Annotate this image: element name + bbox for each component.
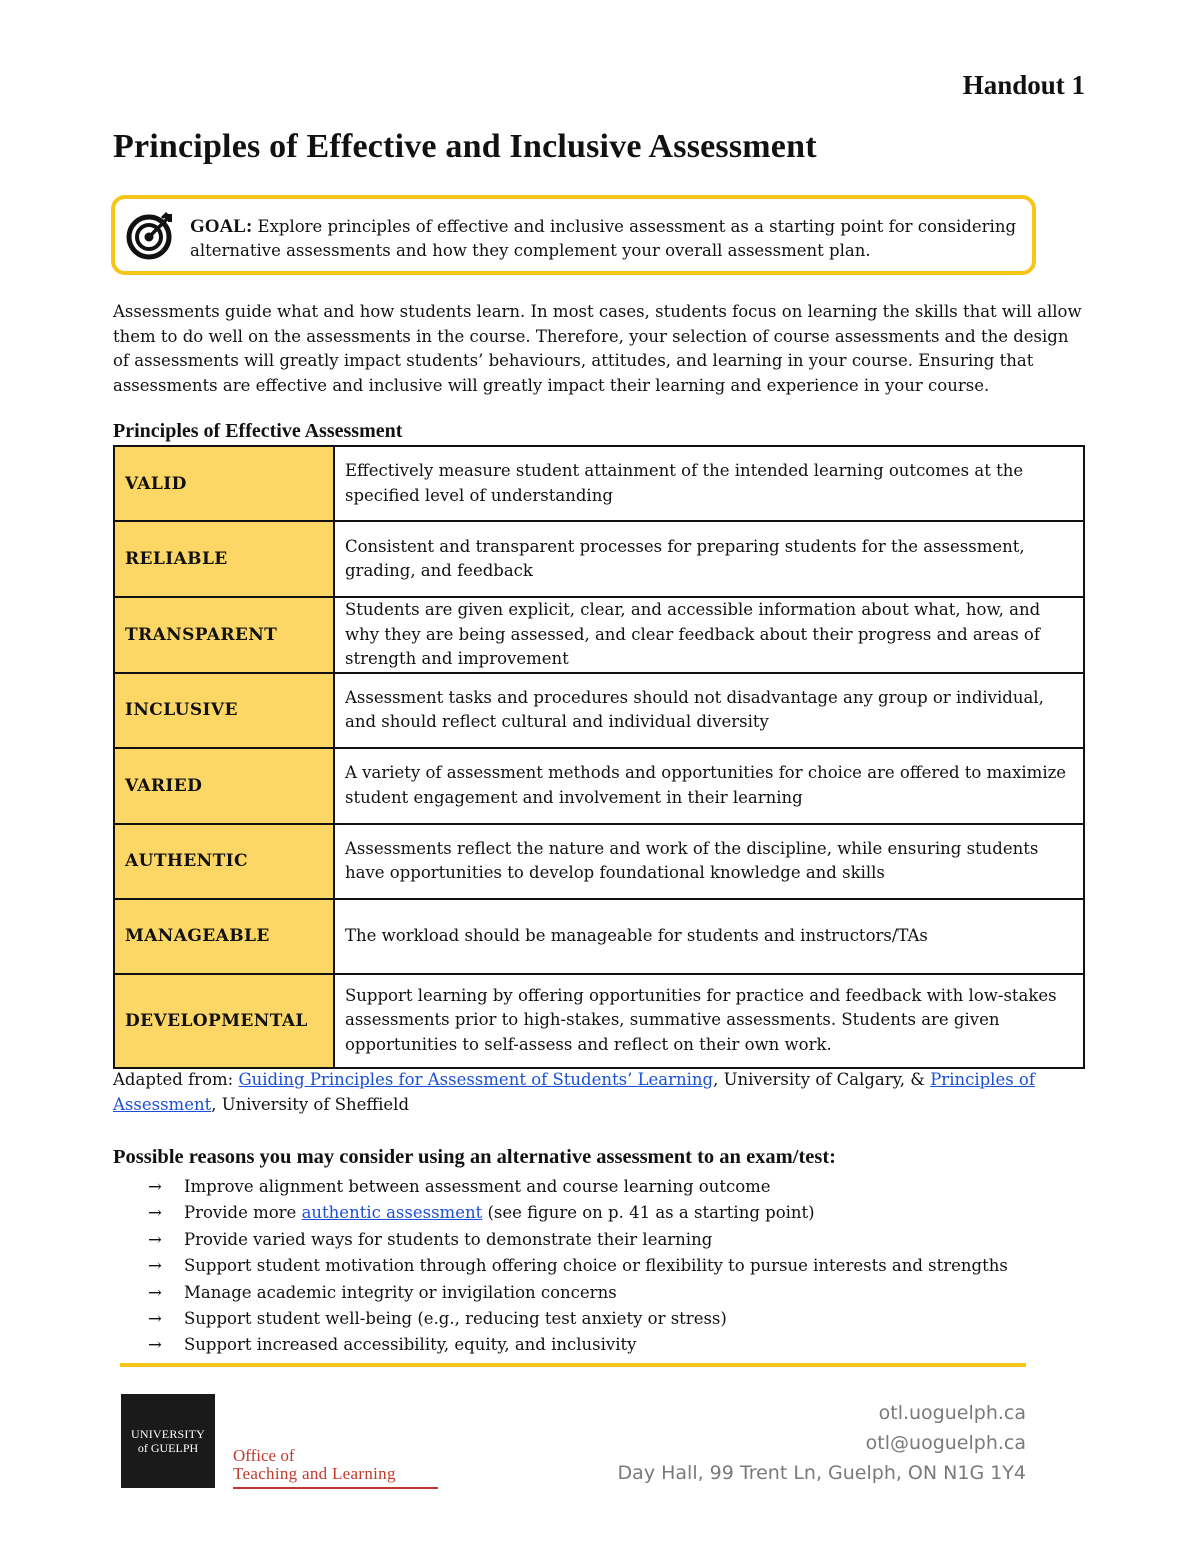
list-item <box>148 1306 1008 1332</box>
principle-description: The workload should be manageable for students and instructors/TAs <box>334 899 1084 974</box>
reasons-list <box>148 1174 1008 1359</box>
authentic-assessment-link[interactable]: authentic assessment <box>301 1203 483 1223</box>
list-item <box>148 1253 1008 1279</box>
otl-logo-underline <box>233 1487 438 1489</box>
goal-box <box>111 195 1036 275</box>
handout-label: Handout 1 <box>962 70 1085 100</box>
reason-text: Provide varied ways for students to demonstrate their learning <box>184 1229 713 1249</box>
table-row <box>114 673 1084 748</box>
attribution-suffix: , University of Sheffield <box>211 1094 410 1114</box>
office-of-teaching-and-learning-logo <box>233 1447 438 1489</box>
attribution-middle: , University of Calgary, & <box>713 1070 931 1089</box>
address: Day Hall, 99 Trent Ln, Guelph, ON N1G 1Y4 <box>617 1462 1026 1484</box>
reason-text: Support student well-being (e.g., reducing test anxiety or stress) <box>184 1309 727 1329</box>
list-item <box>148 1227 1008 1253</box>
list-item <box>148 1280 1008 1306</box>
sheffield-principles-link[interactable]: Principles of Assessment <box>113 1070 1035 1114</box>
list-item <box>148 1174 1008 1200</box>
table-row <box>114 521 1084 597</box>
principles-heading: Principles of Effective Assessment <box>113 420 403 442</box>
otl-logo-line2: Teaching and Learning <box>233 1464 396 1483</box>
page-title: Principles of Effective and Inclusive Assessment <box>113 128 817 165</box>
calgary-guiding-principles-link[interactable]: Guiding Principles for Assessment of Students’ Learning <box>238 1070 714 1089</box>
table-row <box>114 748 1084 824</box>
principle-term: VARIED <box>114 748 334 824</box>
table-row <box>114 974 1084 1068</box>
arrow-right-icon: → <box>148 1282 162 1302</box>
reason-text-before: Provide more <box>184 1203 302 1223</box>
list-item <box>148 1332 1008 1358</box>
arrow-right-icon: → <box>148 1256 162 1276</box>
table-row <box>114 899 1084 974</box>
reasons-heading: Possible reasons you may consider using an alternative assessment to an exam/test: <box>113 1146 836 1168</box>
goal-label: GOAL: <box>190 216 253 237</box>
footer-divider <box>120 1363 1026 1367</box>
table-row <box>114 824 1084 899</box>
principle-term: MANAGEABLE <box>114 899 334 974</box>
principle-term: TRANSPARENT <box>114 597 334 673</box>
reason-text: Support student motivation through offering choice or flexibility to pursue interests and strengths <box>184 1256 1008 1276</box>
principle-description: Consistent and transparent processes for preparing students for the assessment, grading, and feedback <box>334 521 1084 597</box>
email-link[interactable]: otl@uoguelph.ca <box>865 1432 1026 1454</box>
attribution <box>113 1068 1088 1117</box>
otl-logo-line1: Office of <box>233 1446 295 1465</box>
arrow-right-icon: → <box>148 1309 162 1329</box>
principle-description: Support learning by offering opportunities for practice and feedback with low-stakes assessments prior to high-stakes, summative assessments. Students are given opportunities to self-assess and reflect on their own work. <box>334 974 1084 1068</box>
principles-table <box>113 445 1085 1069</box>
principle-term: DEVELOPMENTAL <box>114 974 334 1068</box>
principle-term: VALID <box>114 446 334 521</box>
contact-info <box>618 1398 1026 1488</box>
goal-text <box>190 215 1018 263</box>
reason-text: Support increased accessibility, equity, and inclusivity <box>184 1335 637 1355</box>
list-item <box>148 1200 1008 1226</box>
target-icon <box>125 209 177 261</box>
arrow-right-icon: → <box>148 1177 162 1196</box>
university-of-guelph-logo <box>121 1394 215 1488</box>
principle-term: AUTHENTIC <box>114 824 334 899</box>
principle-description: A variety of assessment methods and opportunities for choice are offered to maximize student engagement and involvement in their learning <box>334 748 1084 824</box>
arrow-right-icon: → <box>148 1229 162 1249</box>
website-link[interactable]: otl.uoguelph.ca <box>878 1402 1026 1424</box>
arrow-right-icon: → <box>148 1203 162 1223</box>
table-row <box>114 597 1084 673</box>
logo-line-guelph: of GUELPH <box>137 1441 199 1455</box>
principle-description: Assessments reflect the nature and work of the discipline, while ensuring students have opportunities to develop foundational knowledge and skills <box>334 824 1084 899</box>
attribution-prefix: Adapted from: <box>113 1070 239 1089</box>
reason-text: Manage academic integrity or invigilation concerns <box>184 1282 617 1302</box>
principle-description: Students are given explicit, clear, and accessible information about what, how, and why they are being assessed, and clear feedback about their progress and areas of strength and improvement <box>334 597 1084 673</box>
reason-text: Improve alignment between assessment and course learning outcome <box>184 1177 771 1196</box>
intro-paragraph: Assessments guide what and how students learn. In most cases, students focus on learning the skills that will allow them to do well on the assessments in the course. Therefore, your selection of course assessments and the design of assessments will greatly impact students’ behaviours, attitudes, and learning in your course. Ensuring that assessments are effective and inclusive will greatly impact their learning and experience in your course. <box>113 302 1082 395</box>
logo-line-university: UNIVERSITY <box>131 1427 205 1441</box>
goal-description: Explore principles of effective and inclusive assessment as a starting point for considering alternative assessments and how they complement your overall assessment plan. <box>190 217 1017 260</box>
arrow-right-icon: → <box>148 1335 162 1355</box>
principle-term: RELIABLE <box>114 521 334 597</box>
table-row <box>114 446 1084 521</box>
principle-description: Effectively measure student attainment of the intended learning outcomes at the specified level of understanding <box>334 446 1084 521</box>
principle-description: Assessment tasks and procedures should not disadvantage any group or individual, and should reflect cultural and individual diversity <box>334 673 1084 748</box>
principle-term: INCLUSIVE <box>114 673 334 748</box>
reason-text-after: (see figure on p. 41 as a starting point) <box>482 1203 815 1223</box>
